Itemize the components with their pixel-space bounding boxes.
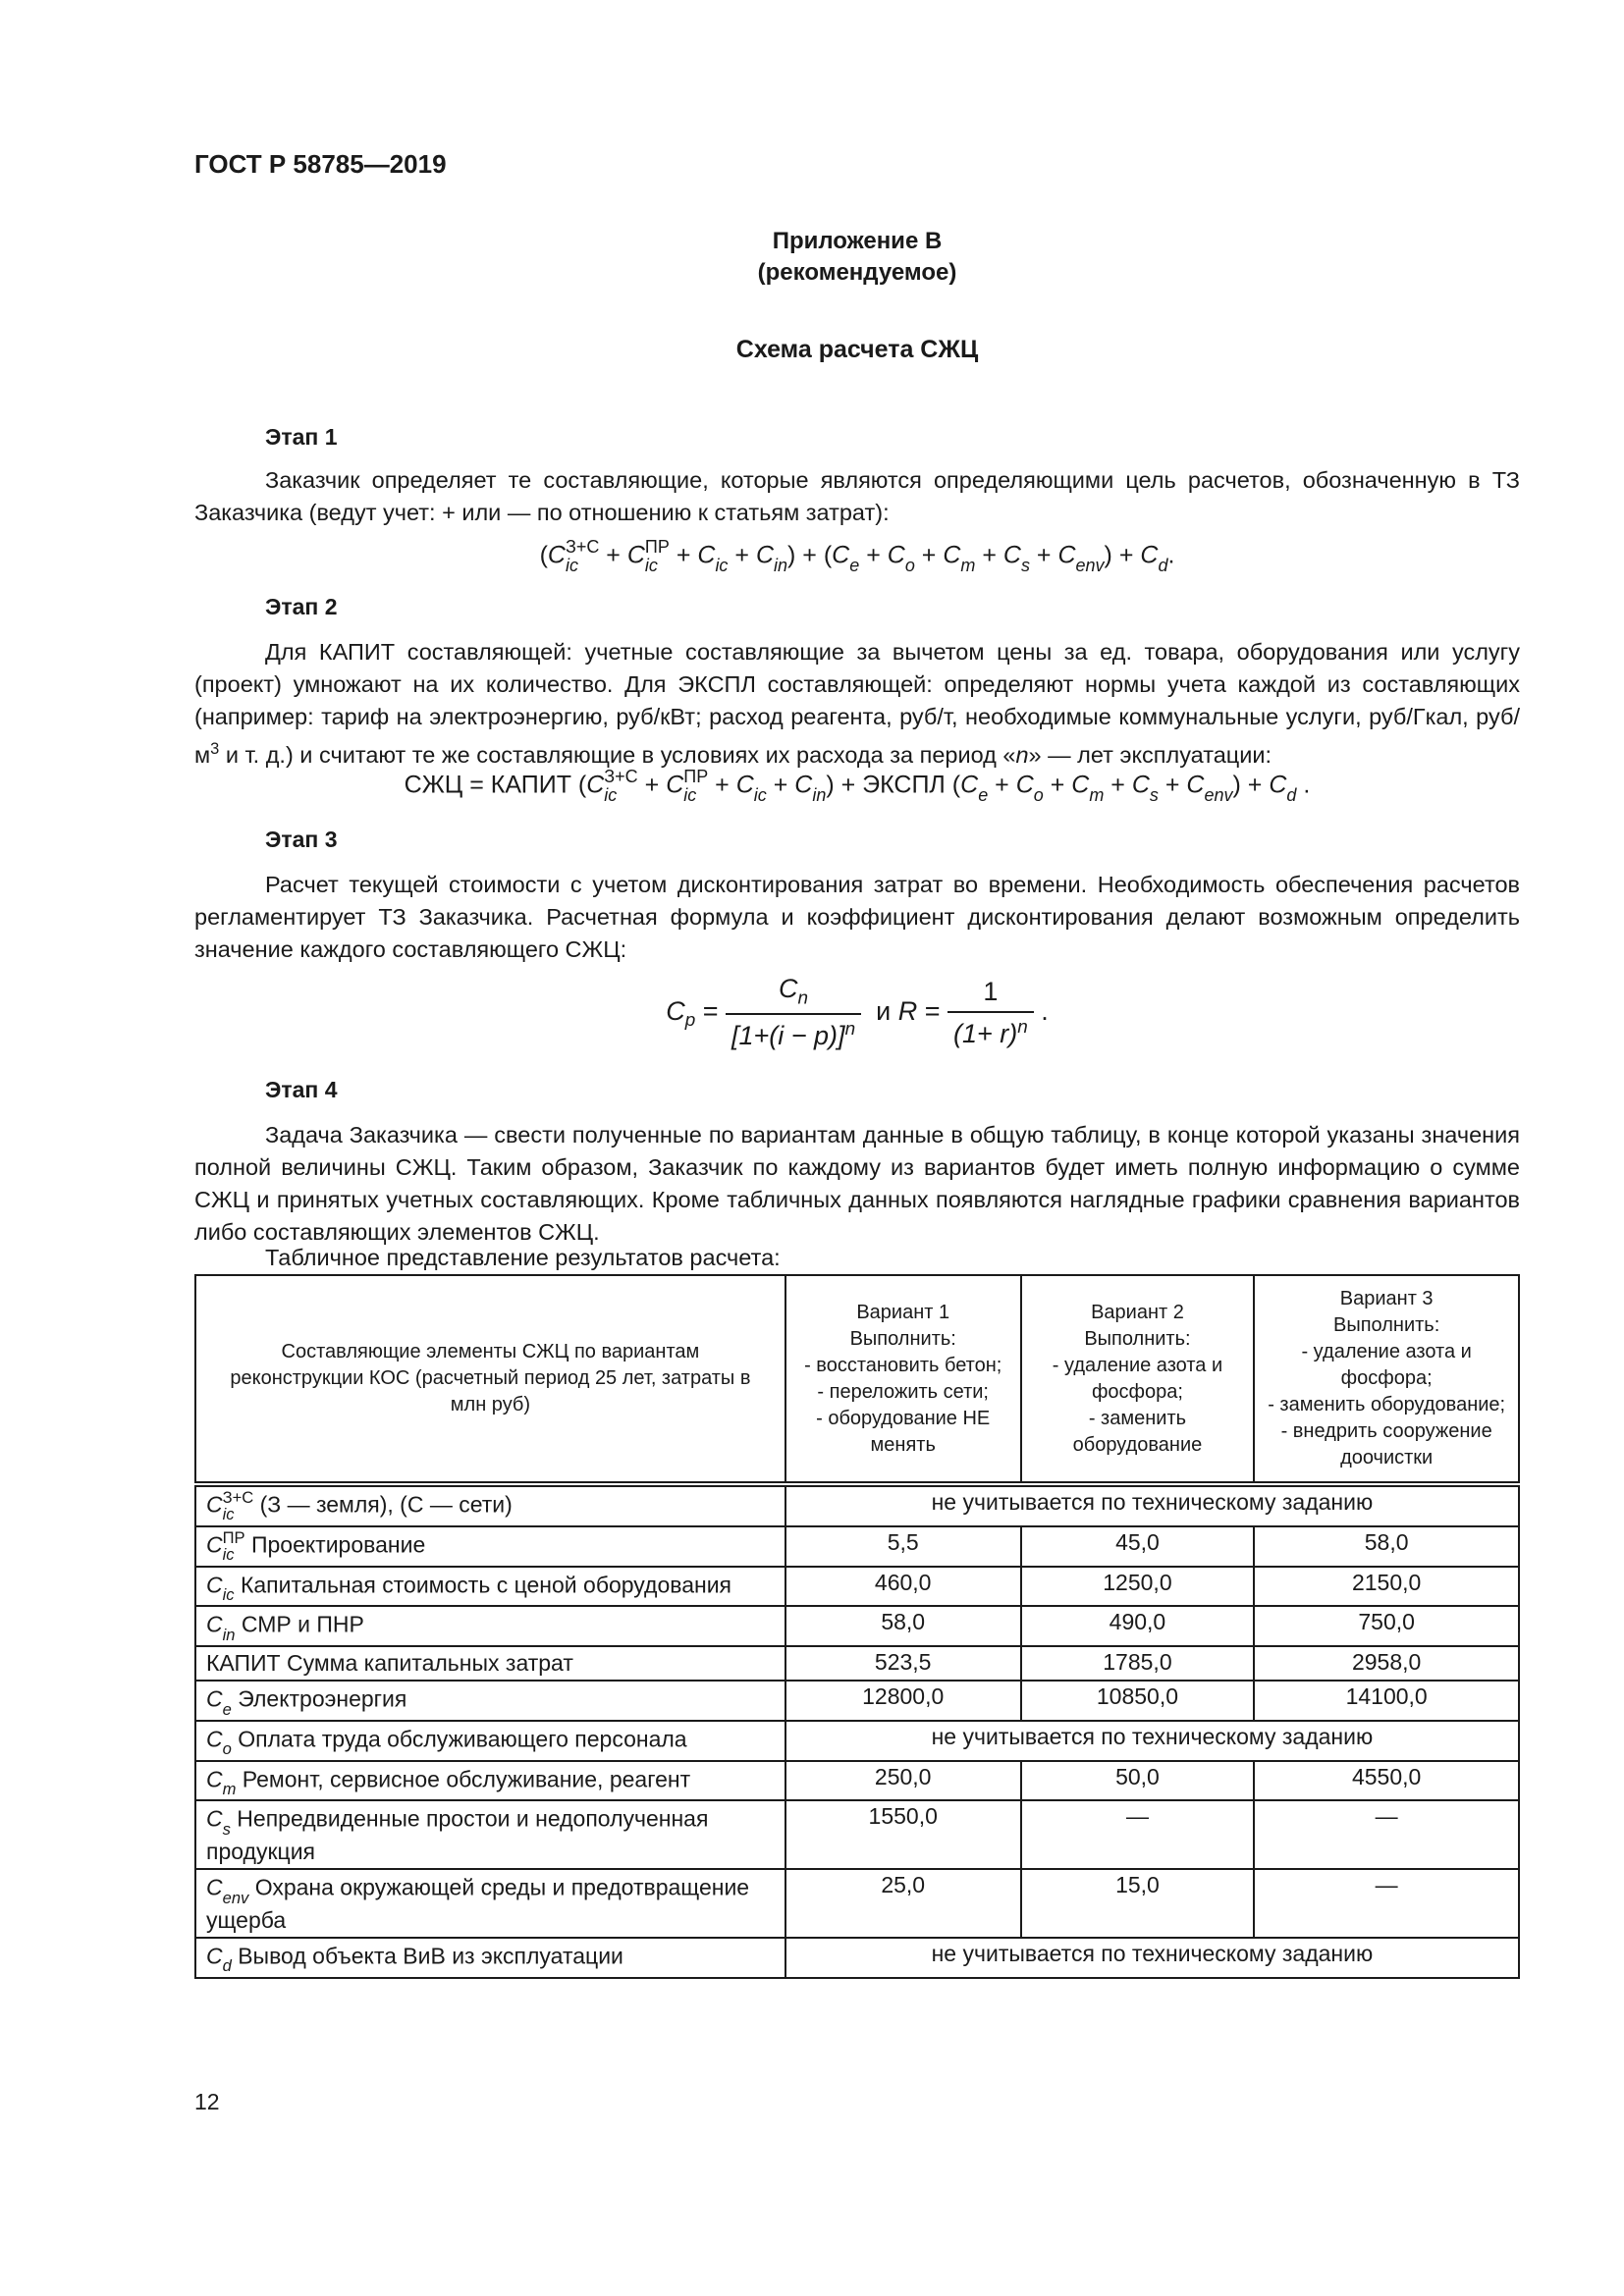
- symbol-c-s: C s: [1002, 541, 1030, 575]
- appendix-subtitle: (рекомендуемое): [757, 259, 957, 286]
- table-row: [195, 1484, 1519, 1526]
- header-line: - внедрить сооружение доочистки: [1280, 1420, 1492, 1468]
- table-row: [195, 1869, 1519, 1938]
- symbol-c-m: C m: [206, 1766, 237, 1799]
- cell-variant-2: 1785,0: [1021, 1646, 1255, 1681]
- symbol-c-in: C in: [794, 771, 827, 805]
- formula-text: +: [637, 771, 667, 799]
- symbol-c-d: C d: [206, 1943, 232, 1976]
- numerator: [773, 974, 814, 1013]
- symbol-c-ic: C З+С ic: [206, 1488, 254, 1524]
- row-label: [195, 1606, 785, 1646]
- symbol-c-ic: C З+С ic: [547, 537, 600, 575]
- numerator: 1: [983, 976, 999, 1006]
- cell-variant-2: —: [1021, 1800, 1255, 1869]
- cell-variant-3: —: [1254, 1869, 1519, 1938]
- formula-text: +: [766, 771, 795, 799]
- formula-text: .: [1167, 541, 1175, 569]
- formula-text: ) + (: [787, 541, 833, 569]
- row-label: [195, 1869, 785, 1938]
- cell-variant-2: 490,0: [1021, 1606, 1255, 1646]
- cell-variant-1: 25,0: [785, 1869, 1021, 1938]
- formula-text: Охрана окружающей среды и предотвращение ущерба: [206, 1874, 750, 1934]
- formula-text: +: [669, 541, 698, 569]
- table-row: [195, 1526, 1519, 1567]
- cell-variant-3: 4550,0: [1254, 1761, 1519, 1801]
- stage3-text: Расчет текущей стоимости с учетом дисконтирования затрат во времени. Необходимость обеспечения расчетов регламентирует ТЗ Заказчика. Расчетная формула и коэффициент дисконтирования делают возможным определить значение каждого составляющего СЖЦ:: [194, 872, 1520, 962]
- symbol-c-s: C s: [206, 1805, 231, 1839]
- results-table: [194, 1274, 1520, 1979]
- superscript: n: [844, 1019, 856, 1041]
- table-row: [195, 1606, 1519, 1646]
- document-header: ГОСТ Р 58785—2019: [194, 149, 447, 179]
- stage2-text-part: » — лет эксплуатации:: [1028, 741, 1272, 768]
- formula-text: КАПИТ Сумма капитальных затрат: [206, 1650, 573, 1677]
- stage3-formula: $C_p$ = $\frac{C_n}{[1+(i - p)]^n}$ и R = $\frac{1}{(1+ r)^n}$ .: [666, 974, 1049, 1051]
- stage4-text2: Табличное представление результатов расчета:: [265, 1245, 781, 1270]
- formula-r: R: [897, 995, 918, 1026]
- stage4-text: Задача Заказчика — свести полученные по вариантам данные в общую таблицу, в конце которой указаны значения полной величины СЖЦ. Таким образом, Заказчик по каждому из вариантов будет иметь полную информацию о сумме СЖЦ и принятых учетных составляющих. Кроме табличных данных появляются наглядные графики сравнения вариантов либо составляющих элементов СЖЦ.: [194, 1122, 1520, 1245]
- symbol-c-ic: C ic: [735, 771, 767, 805]
- symbol-c-e: C e: [960, 771, 989, 805]
- formula-text: +: [1104, 771, 1132, 799]
- cell-variant-1: 58,0: [785, 1606, 1021, 1646]
- symbol-c-o: C o: [887, 541, 915, 575]
- variable-n: n: [1015, 741, 1029, 768]
- header-variant-2: [1021, 1275, 1255, 1484]
- symbol-c-ic: C ПР ic: [666, 767, 709, 805]
- symbol-c-env: C env: [1057, 541, 1105, 575]
- row-span-note: не учитывается по техническому заданию: [785, 1721, 1519, 1761]
- symbol-c-ic: C ic: [206, 1572, 235, 1604]
- stage2-formula: [194, 768, 1520, 805]
- row-label: [195, 1646, 785, 1681]
- formula-text: +: [728, 541, 756, 569]
- stage2-title: Этап 2: [265, 594, 338, 619]
- symbol-c-env: C env: [206, 1874, 249, 1907]
- row-label: [195, 1721, 785, 1761]
- header-line: - заменить оборудование;: [1268, 1394, 1506, 1415]
- row-label: [195, 1526, 785, 1567]
- formula-text: Вывод объекта ВиВ из эксплуатации: [231, 1943, 623, 1969]
- row-label: [195, 1761, 785, 1801]
- stage2-text: [194, 636, 1520, 772]
- symbol-c-m: C m: [1071, 771, 1105, 805]
- symbol-c-env: C env: [1186, 771, 1233, 805]
- header-line: Вариант 1: [856, 1301, 950, 1323]
- table-row: [195, 1800, 1519, 1869]
- formula-text: (З — земля), (С — сети): [253, 1491, 513, 1518]
- symbol-c-ic: C ПР ic: [626, 537, 670, 575]
- formula-text: ) +: [1232, 771, 1270, 799]
- symbol-c-ic: C ic: [697, 541, 729, 575]
- page-number: 12: [194, 2089, 220, 2114]
- formula-cn: C: [779, 974, 798, 1003]
- header-line: - восстановить бетон;: [804, 1354, 1002, 1376]
- symbol-c-d: C d: [1140, 541, 1168, 575]
- cell-variant-2: 1250,0: [1021, 1567, 1255, 1607]
- header-line: - переложить сети;: [817, 1380, 989, 1403]
- subscript: p: [684, 1010, 696, 1032]
- cell-variant-3: 14100,0: [1254, 1681, 1519, 1721]
- formula-cp: C: [666, 995, 685, 1026]
- row-span-note: не учитывается по техническому заданию: [785, 1938, 1519, 1978]
- symbol-c-in: C in: [206, 1611, 236, 1644]
- symbol-c-d: C d: [1269, 771, 1297, 805]
- table-header-row: [195, 1275, 1519, 1484]
- row-label: [195, 1567, 785, 1607]
- row-span-note: не учитывается по техническому заданию: [785, 1484, 1519, 1526]
- formula-text: +: [1043, 771, 1072, 799]
- header-variant-1: [785, 1275, 1021, 1484]
- symbol-c-s: C s: [1131, 771, 1159, 805]
- formula-text: +: [1158, 771, 1187, 799]
- formula-text: Проектирование: [244, 1531, 426, 1558]
- cell-variant-2: 10850,0: [1021, 1681, 1255, 1721]
- symbol-c-in: C in: [755, 541, 788, 575]
- row-label: [195, 1938, 785, 1978]
- cell-variant-1: 523,5: [785, 1646, 1021, 1681]
- cell-variant-2: 50,0: [1021, 1761, 1255, 1801]
- symbol-c-ic: C З+С ic: [586, 767, 638, 805]
- formula-text: (: [539, 541, 548, 569]
- formula-text: +: [914, 541, 944, 569]
- superscript: 3: [210, 740, 220, 758]
- symbol-c-o: C o: [1015, 771, 1044, 805]
- fraction-r: [947, 977, 1034, 1049]
- formula-text: +: [975, 541, 1003, 569]
- formula-text: +: [988, 771, 1016, 799]
- cell-variant-1: 12800,0: [785, 1681, 1021, 1721]
- cell-variant-2: 15,0: [1021, 1869, 1255, 1938]
- table-row: [195, 1646, 1519, 1681]
- cell-variant-2: 45,0: [1021, 1526, 1255, 1567]
- cell-variant-1: 5,5: [785, 1526, 1021, 1567]
- superscript: n: [1017, 1016, 1028, 1038]
- formula-den: (1+ r): [952, 1018, 1018, 1048]
- header-components: Составляющие элементы СЖЦ по вариантам реконструкции КОС (расчетный период 25 лет, затраты в млн руб): [195, 1275, 785, 1484]
- cell-variant-3: —: [1254, 1800, 1519, 1869]
- formula-text: +: [599, 541, 627, 569]
- denominator: [947, 1011, 1034, 1049]
- table-row: [195, 1721, 1519, 1761]
- formula-text: Электроэнергия: [231, 1685, 407, 1712]
- cell-variant-3: 2958,0: [1254, 1646, 1519, 1681]
- header-variant-3: [1254, 1275, 1519, 1484]
- table-row: [195, 1761, 1519, 1801]
- symbol-c-o: C o: [206, 1726, 232, 1759]
- denominator: [726, 1013, 861, 1051]
- cell-variant-3: 58,0: [1254, 1526, 1519, 1567]
- symbol-c-m: C m: [943, 541, 976, 575]
- formula-end: .: [1041, 995, 1049, 1026]
- symbol-c-e: C e: [206, 1685, 232, 1719]
- formula-text: ) + ЭКСПЛ (: [826, 771, 961, 799]
- formula-den: [1+(i − p)]: [731, 1021, 845, 1051]
- formula-text: Капитальная стоимость с ценой оборудования: [234, 1572, 732, 1598]
- appendix-title: Приложение В: [772, 228, 943, 254]
- stage3-title: Этап 3: [265, 827, 338, 852]
- formula-and: и: [876, 995, 892, 1026]
- stage4-title: Этап 4: [265, 1077, 338, 1102]
- formula-text: +: [1029, 541, 1058, 569]
- header-line: - удаление азота и фосфора;: [1301, 1341, 1472, 1389]
- symbol-c-e: C e: [832, 541, 860, 575]
- row-label: [195, 1681, 785, 1721]
- table-row: [195, 1681, 1519, 1721]
- row-label: [195, 1800, 785, 1869]
- fraction-cp: [726, 974, 861, 1051]
- cell-variant-1: 1550,0: [785, 1800, 1021, 1869]
- symbol-c-ic: C ПР ic: [206, 1527, 245, 1565]
- header-line: Выполнить:: [1333, 1314, 1440, 1336]
- row-label: [195, 1484, 785, 1526]
- stage1-formula: [194, 538, 1520, 575]
- formula-text: Оплата труда обслуживающего персонала: [231, 1726, 687, 1752]
- formula-text: +: [708, 771, 736, 799]
- subscript: n: [797, 988, 809, 1009]
- header-line: - удаление азота и фосфора;: [1052, 1354, 1223, 1403]
- header-line: - оборудование НЕ менять: [816, 1407, 991, 1456]
- formula-text: +: [859, 541, 888, 569]
- section-title: Схема расчета СЖЦ: [735, 336, 979, 363]
- stage2-text-part: Для КАПИТ составляющей: учетные составляющие за вычетом цены за ед. товара, оборудования или услугу (проект) умножают на их количество. Для ЭКСПЛ составляющей: определяют нормы учета каждой из составляющих (например: тариф на электроэнергию, руб/кВт; расход реагента, руб/т, необходимые коммунальные услуги, руб/Гкал, руб/м: [194, 639, 1520, 768]
- header-line: Вариант 2: [1091, 1301, 1184, 1323]
- stage1-title: Этап 1: [265, 424, 338, 450]
- cell-variant-3: 2150,0: [1254, 1567, 1519, 1607]
- cell-variant-3: 750,0: [1254, 1606, 1519, 1646]
- formula-text: ) +: [1104, 541, 1141, 569]
- stage2-text-part: и т. д.) и считают те же составляющие в условиях их расхода за период «: [219, 741, 1016, 768]
- stage1-text: Заказчик определяет те составляющие, которые являются определяющими цель расчетов, обозначенную в ТЗ Заказчика (ведут учет: + или — по отношению к статьям затрат):: [194, 467, 1520, 525]
- header-line: - заменить оборудование: [1072, 1407, 1203, 1456]
- formula-text: .: [1296, 771, 1311, 799]
- formula-text: Ремонт, сервисное обслуживание, реагент: [236, 1766, 691, 1792]
- table-row: [195, 1938, 1519, 1978]
- formula-text: Непредвиденные простои и недополученная продукция: [206, 1805, 709, 1865]
- formula-text: СЖЦ = КАПИТ (: [404, 771, 587, 799]
- header-line: Выполнить:: [849, 1327, 956, 1350]
- table-row: [195, 1567, 1519, 1607]
- cell-variant-1: 460,0: [785, 1567, 1021, 1607]
- header-line: Выполнить:: [1084, 1327, 1191, 1350]
- header-line: Вариант 3: [1339, 1288, 1434, 1309]
- formula-text: СМР и ПНР: [235, 1611, 364, 1637]
- cell-variant-1: 250,0: [785, 1761, 1021, 1801]
